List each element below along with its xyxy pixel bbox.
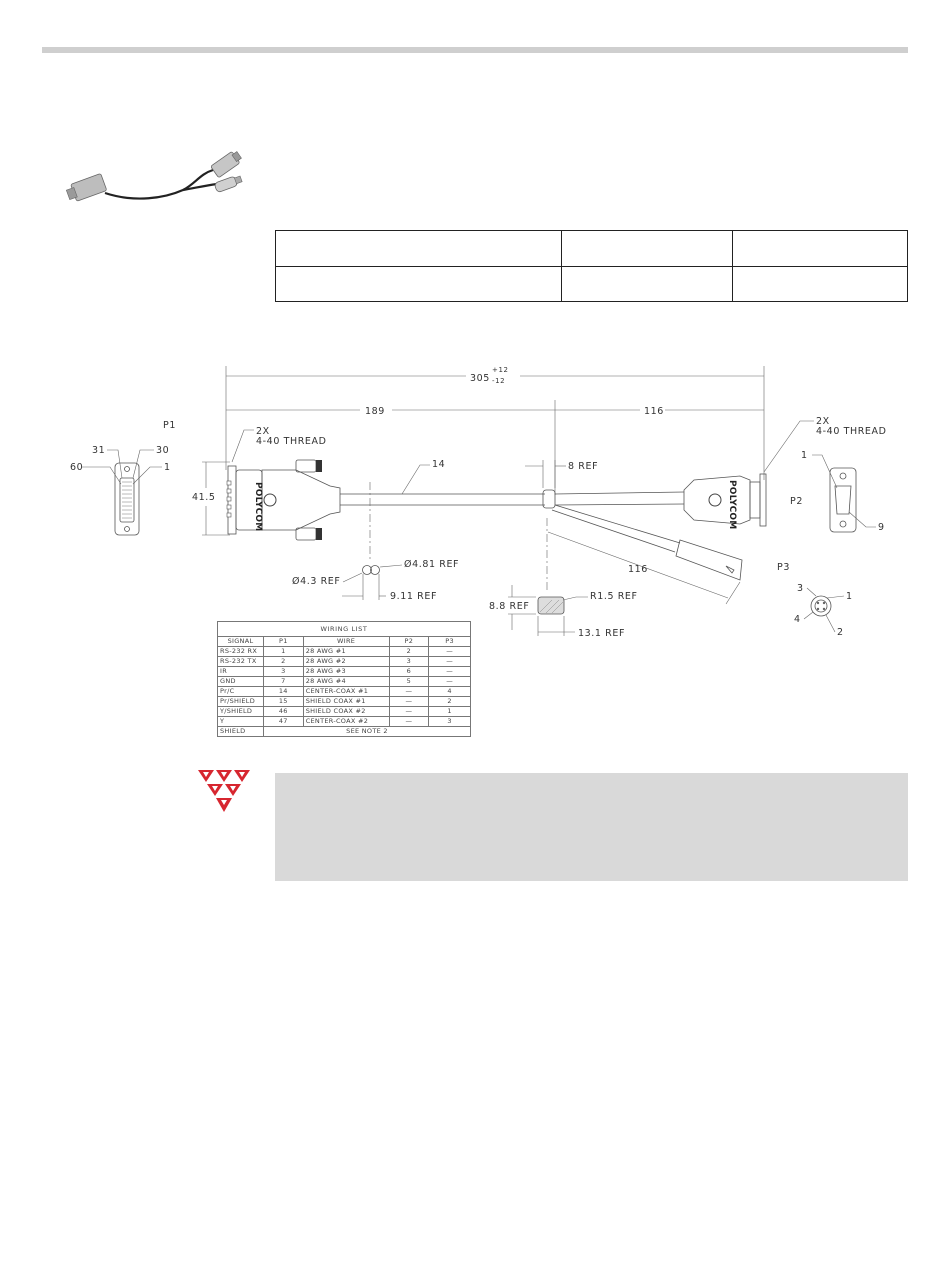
- wiring-p1-cell: 1: [263, 647, 303, 657]
- p2-pin-9: 9: [878, 522, 885, 533]
- p1-pin-60: 60: [70, 462, 84, 473]
- radius-dimension: R1.5 REF: [590, 591, 638, 602]
- spec-table-header-row: [276, 231, 908, 267]
- wiring-p3-cell: 3: [429, 717, 471, 727]
- wiring-wire-cell: SHIELD COAX #2: [303, 707, 389, 717]
- wiring-wire-cell: 28 AWG #1: [303, 647, 389, 657]
- left-length-dimension: 189: [365, 406, 385, 417]
- p1-pin-1: 1: [164, 462, 171, 473]
- p1-label: P1: [163, 420, 176, 431]
- p3-pin-1: 1: [846, 591, 853, 602]
- p3-label: P3: [777, 562, 790, 573]
- wiring-signal-cell: IR: [218, 667, 264, 677]
- wiring-signal-cell: Pr/C: [218, 687, 264, 697]
- wiring-wire-cell: 28 AWG #3: [303, 667, 389, 677]
- cable-callout: 14: [432, 459, 446, 470]
- spec-header-cell: [561, 231, 733, 267]
- wiring-list-table: [217, 621, 471, 737]
- wiring-p2-cell: —: [389, 687, 429, 697]
- wiring-p3-cell: —: [429, 647, 471, 657]
- wiring-list-title: WIRING LIST: [217, 621, 471, 636]
- wiring-p2-cell: 6: [389, 667, 429, 677]
- wiring-signal-cell: GND: [218, 677, 264, 687]
- spec-table: [275, 230, 908, 302]
- top-rule: [42, 47, 908, 53]
- ref-8-8-dimension: 8.8 REF: [489, 601, 530, 612]
- cable-drawing: [0, 340, 950, 750]
- wiring-header-cell: P3: [429, 637, 471, 647]
- wiring-header-cell: P1: [263, 637, 303, 647]
- overall-tolerance-minus: -12: [492, 377, 506, 385]
- wiring-signal-cell: RS-232 RX: [218, 647, 264, 657]
- p1-pin-30: 30: [156, 445, 170, 456]
- p2-pin-1: 1: [801, 450, 808, 461]
- wiring-list-header-row: [218, 637, 471, 647]
- overall-tolerance-plus: +12: [492, 366, 509, 374]
- wiring-wire-cell: 28 AWG #2: [303, 657, 389, 667]
- wiring-p2-cell: —: [389, 697, 429, 707]
- ref-8-dimension: 8 REF: [568, 461, 599, 472]
- wiring-row: [218, 657, 471, 667]
- wiring-p3-cell: —: [429, 657, 471, 667]
- wiring-p3-cell: —: [429, 677, 471, 687]
- wiring-p1-cell: 47: [263, 717, 303, 727]
- wiring-signal-cell: Pr/SHIELD: [218, 697, 264, 707]
- wiring-p3-cell: 2: [429, 697, 471, 707]
- cable-photo: [65, 148, 250, 213]
- right-length-dimension: 116: [644, 406, 664, 417]
- wiring-row: [218, 687, 471, 697]
- ref-13-1-dimension: 13.1 REF: [578, 628, 626, 639]
- overall-dimension: 305: [470, 373, 490, 384]
- p3-pin-2: 2: [837, 627, 844, 638]
- wiring-p1-cell: 7: [263, 677, 303, 687]
- right-thread-count: 2X: [816, 416, 830, 427]
- wiring-header-cell: WIRE: [303, 637, 389, 647]
- wiring-wire-cell: CENTER-COAX #2: [303, 717, 389, 727]
- spec-header-cell: [276, 231, 562, 267]
- wiring-p1-cell: 3: [263, 667, 303, 677]
- wiring-wire-cell: SHIELD COAX #1: [303, 697, 389, 707]
- p1-pin-31: 31: [92, 445, 106, 456]
- wiring-row: [218, 717, 471, 727]
- wiring-shield-note: SEE NOTE 2: [263, 727, 470, 737]
- wiring-header-cell: P2: [389, 637, 429, 647]
- wiring-p1-cell: 2: [263, 657, 303, 667]
- wiring-p2-cell: —: [389, 717, 429, 727]
- wiring-p1-cell: 14: [263, 687, 303, 697]
- wiring-signal-cell: Y: [218, 717, 264, 727]
- left-thread-count: 2X: [256, 426, 270, 437]
- wiring-p3-cell: 1: [429, 707, 471, 717]
- spec-table-row: [276, 267, 908, 302]
- p3-pin-3: 3: [797, 583, 804, 594]
- wiring-row: [218, 697, 471, 707]
- wiring-row: [218, 677, 471, 687]
- left-connector-brand: POLYCOM: [253, 482, 263, 532]
- left-thread-spec: 4-40 THREAD: [256, 436, 327, 447]
- branch-length-dimension: 116: [628, 564, 648, 575]
- p3-pin-4: 4: [794, 614, 801, 625]
- small-diameter-dimension: Ø4.3 REF: [292, 576, 341, 587]
- wiring-row: [218, 667, 471, 677]
- note-box: [275, 773, 908, 881]
- spec-cell: [733, 267, 908, 302]
- height-dimension: 41.5: [192, 492, 216, 503]
- wiring-row: [218, 647, 471, 657]
- wiring-row-shield: [218, 727, 471, 737]
- wiring-p1-cell: 46: [263, 707, 303, 717]
- spec-cell: [561, 267, 733, 302]
- large-diameter-dimension: Ø4.81 REF: [404, 559, 460, 570]
- polycom-logo-icon: [198, 770, 250, 812]
- wiring-wire-cell: 28 AWG #4: [303, 677, 389, 687]
- wiring-p2-cell: 5: [389, 677, 429, 687]
- p2-label: P2: [790, 496, 803, 507]
- wiring-p2-cell: —: [389, 707, 429, 717]
- right-thread-spec: 4-40 THREAD: [816, 426, 887, 437]
- wiring-p1-cell: 15: [263, 697, 303, 707]
- wiring-header-cell: SIGNAL: [218, 637, 264, 647]
- spec-header-cell: [733, 231, 908, 267]
- wiring-wire-cell: CENTER-COAX #1: [303, 687, 389, 697]
- wiring-row: [218, 707, 471, 717]
- wiring-p3-cell: 4: [429, 687, 471, 697]
- spec-cell: [276, 267, 562, 302]
- wiring-signal-cell: Y/SHIELD: [218, 707, 264, 717]
- wiring-signal-cell: SHIELD: [218, 727, 264, 737]
- wiring-signal-cell: RS-232 TX: [218, 657, 264, 667]
- ref-9-11-dimension: 9.11 REF: [390, 591, 438, 602]
- wiring-p3-cell: —: [429, 667, 471, 677]
- right-connector-brand: POLYCOM: [727, 480, 737, 530]
- wiring-p2-cell: 3: [389, 657, 429, 667]
- wiring-p2-cell: 2: [389, 647, 429, 657]
